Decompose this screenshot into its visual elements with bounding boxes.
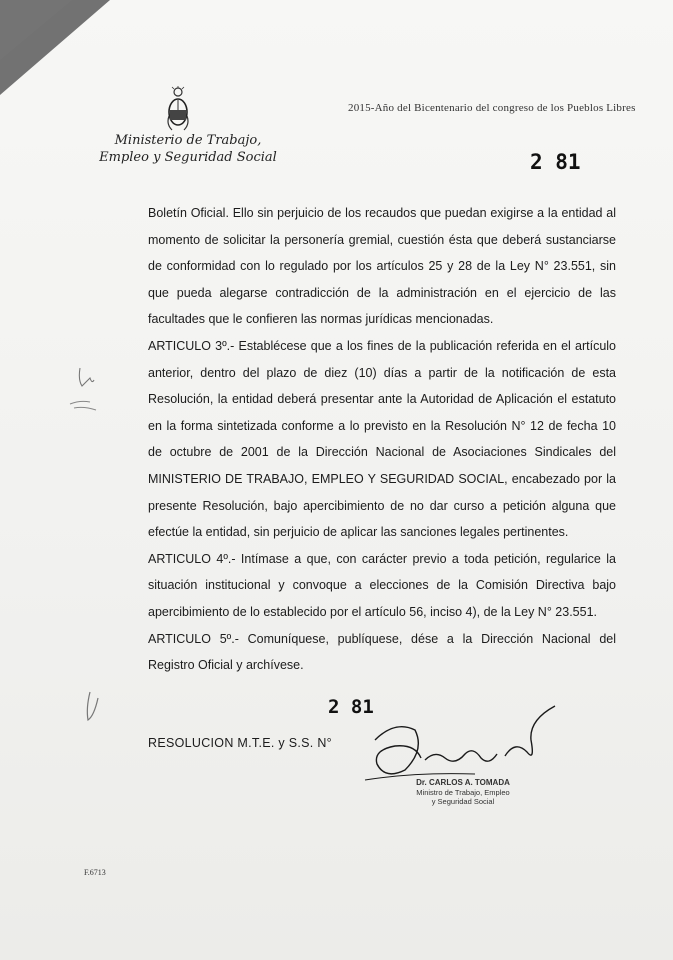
ministry-letterhead [88, 132, 288, 166]
form-code: F.6713 [84, 868, 106, 877]
handwritten-signature-icon [355, 700, 580, 790]
resolution-number-stamp-bottom: 2 81 [328, 696, 374, 718]
signer-block [388, 778, 538, 807]
paragraph-articulo-5: ARTICULO 5º.- Comuníquese, publíquese, dése a la Dirección Nacional del Registro Oficial y archívese. [148, 631, 616, 673]
ministry-line-2: Empleo y Seguridad Social [99, 150, 277, 165]
resolution-label: RESOLUCION M.T.E. y S.S. N° [148, 736, 332, 750]
paragraph-articulo-4: ARTICULO 4º.- Intímase a que, con carácter previo a toda petición, regularice la situación institucional y convoque a elecciones de la Comisión Directiva bajo apercibimiento de lo establecido por el artículo 56, inciso 4), de la Ley N° 23.551. [148, 551, 616, 619]
national-crest-icon [164, 86, 192, 134]
paragraph-boletin: Boletín Oficial. Ello sin perjuicio de los recaudos que puedan exigirse a la entidad al momento de solicitar la personería gremial, cuestión ésta que deberá sustanciarse de conformidad con lo regulado por los artículos 25 y 28 de la Ley N° 23.551, sin que pueda alegarse contradicción de la administración en el ejercicio de las facultades que le confieren las normas jurídicas mencionadas. [148, 206, 616, 327]
margin-initials-mark [60, 360, 110, 420]
year-motto: 2015-Año del Bicentenario del congreso de los Pueblos Libres [348, 102, 636, 114]
signer-name: Dr. CARLOS A. TOMADA [416, 778, 510, 787]
resolution-number-stamp-top: 2 81 [530, 150, 581, 174]
signer-title-line-1: Ministro de Trabajo, Empleo [416, 787, 510, 797]
ministry-line-1: Ministerio de Trabajo, [114, 133, 262, 148]
margin-check-mark [78, 688, 108, 728]
resolution-body [148, 200, 616, 679]
folded-corner-shadow [0, 0, 72, 60]
paragraph-articulo-3: ARTICULO 3º.- Establécese que a los fines de la publicación referida en el artículo anterior, dentro del plazo de diez (10) días a partir de la notificación de esta Resolución, la entidad deberá presentar ante la Autoridad de Aplicación el estatuto en la forma sintetizada conforme a lo previsto en la Resolución N° 12 de fecha 10 de octubre de 2001 de la Dirección Nacional de Asociaciones Sindicales del MINISTERIO DE TRABAJO, EMPLEO Y SEGURIDAD SOCIAL, encabezado por la presente Resolución, bajo apercibimiento de no dar curso a petición alguna que efectúe la entidad, sin perjuicio de aplicar las sanciones legales pertinentes. [148, 338, 616, 540]
signer-title-line-2: y Seguridad Social [431, 797, 495, 806]
